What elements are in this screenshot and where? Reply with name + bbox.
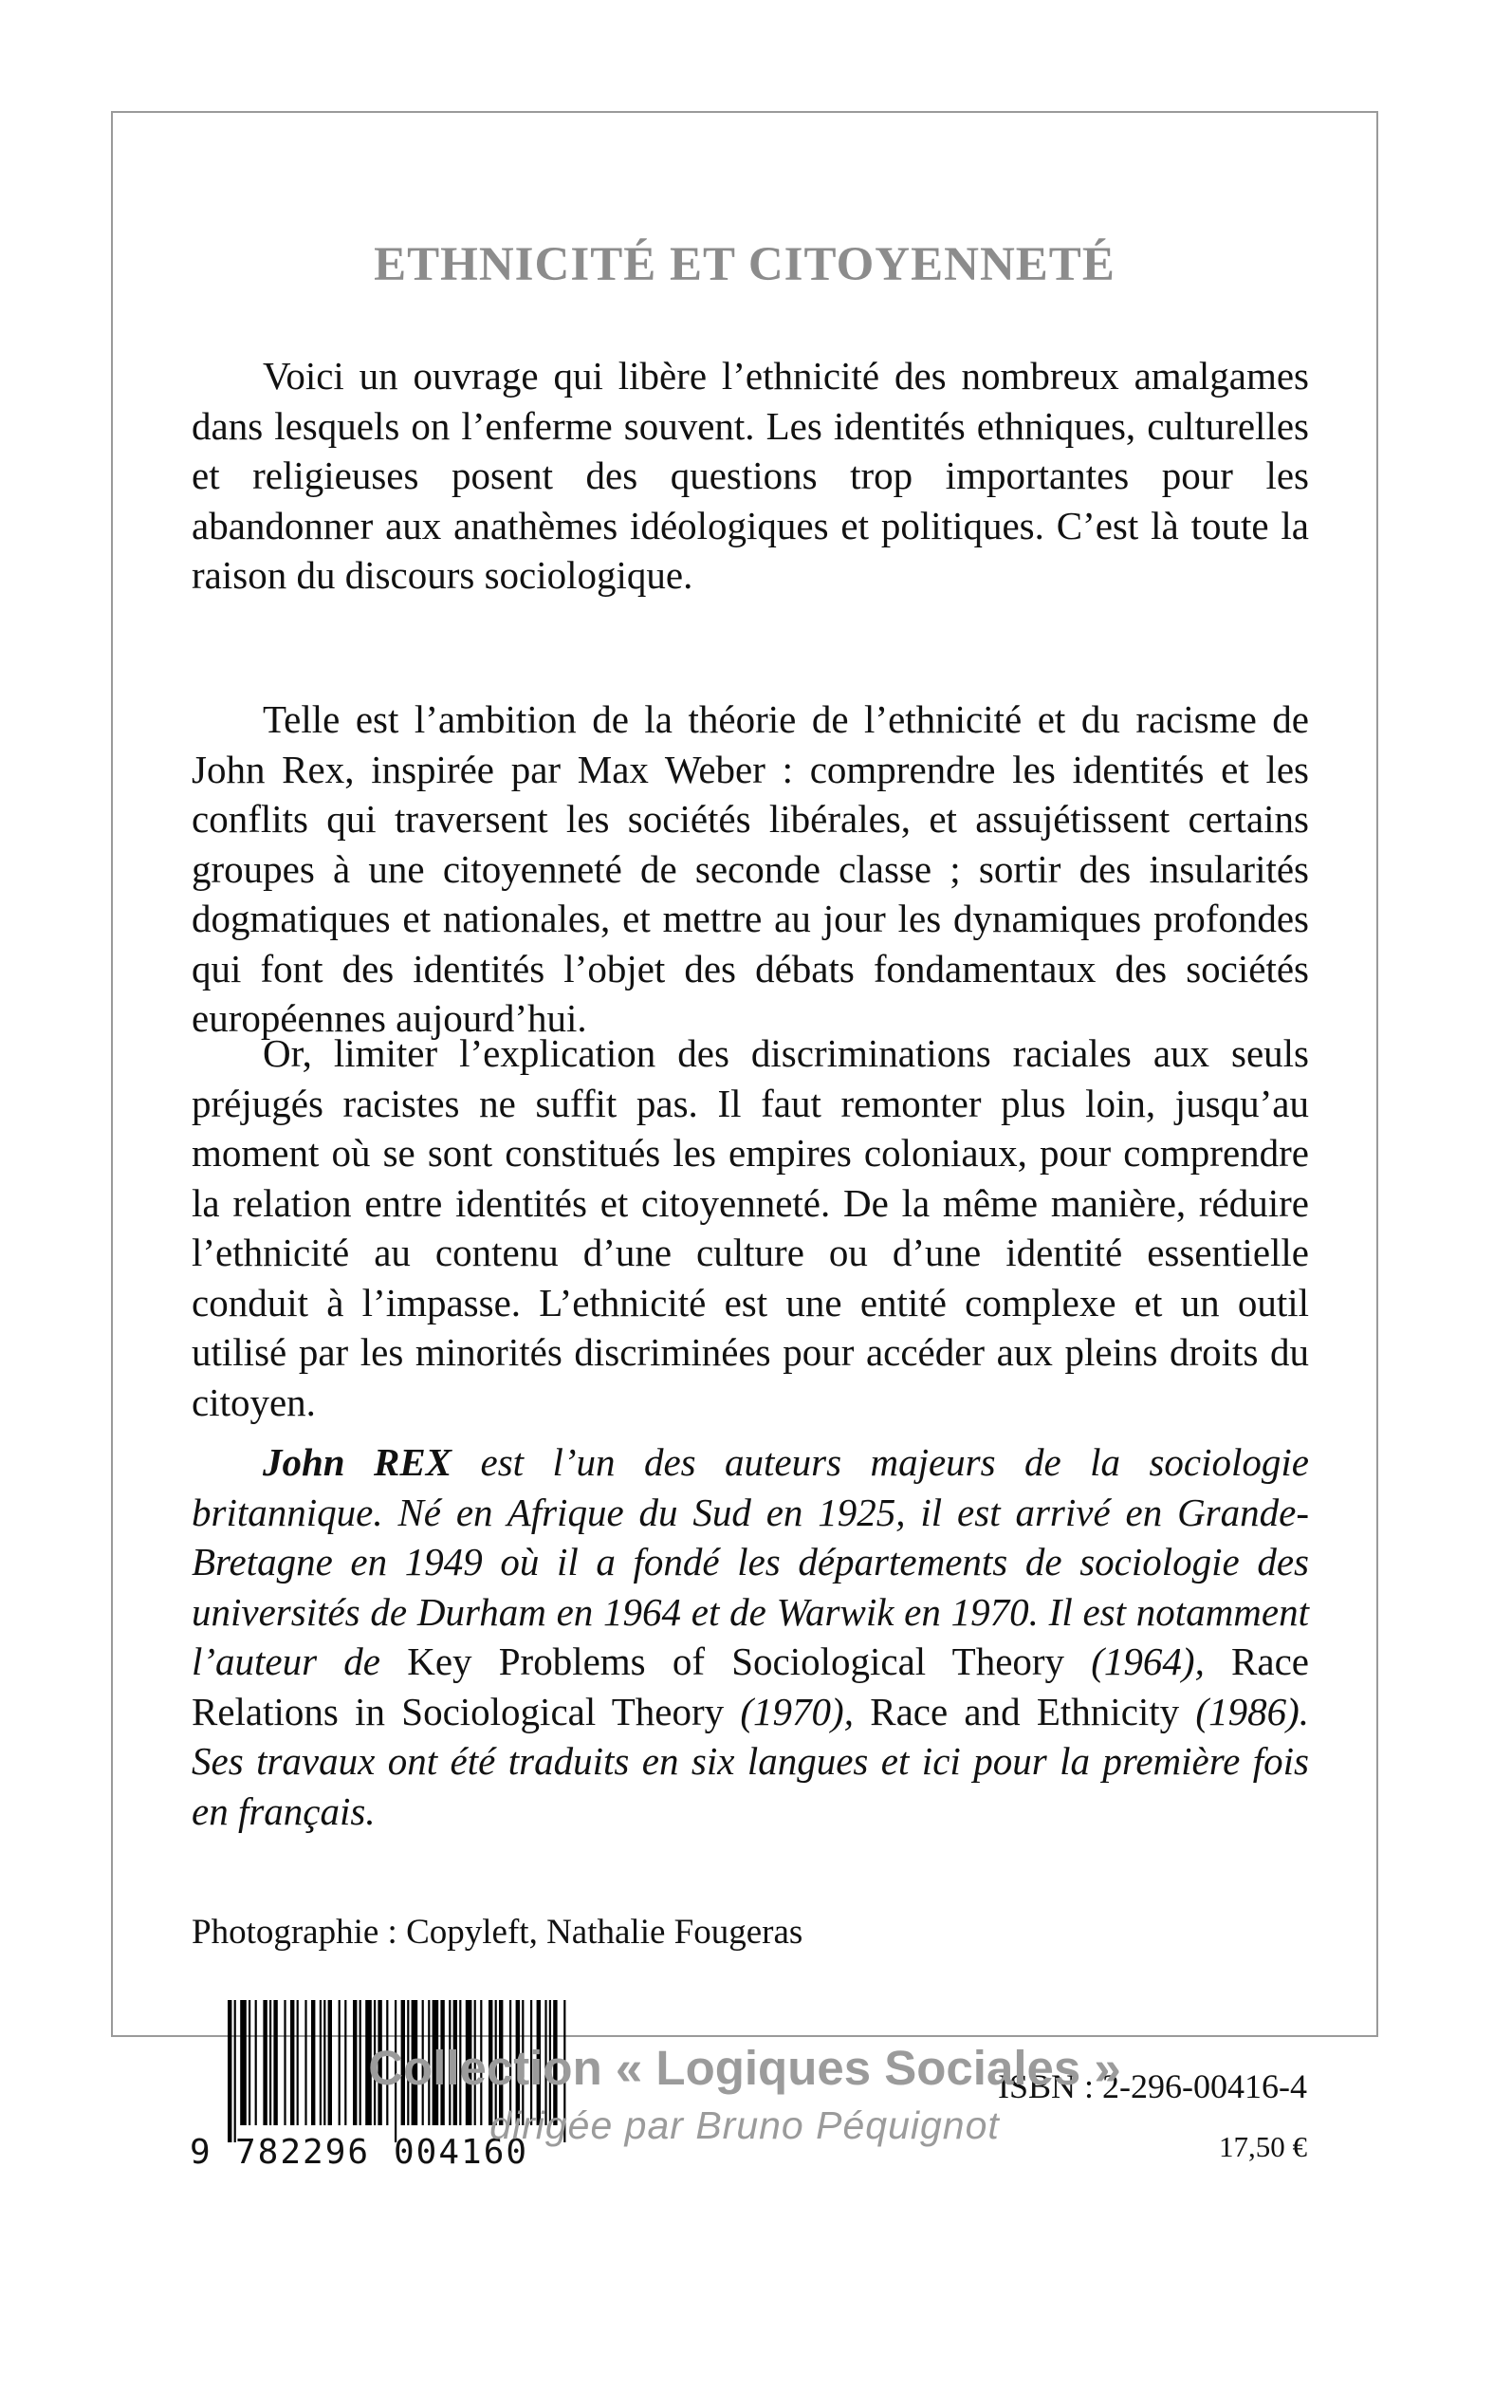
author-bio [192, 1437, 1309, 1836]
book-year-2: (1970), [724, 1689, 871, 1733]
book-year-3: (1986). [1179, 1689, 1309, 1733]
paragraph-1 [192, 351, 1309, 601]
book-title: ETHNICITÉ ET CITOYENNETÉ [374, 238, 1116, 291]
book-title-3: Race and Ethnicity [870, 1689, 1180, 1733]
paragraph-2-text: Telle est l’ambition de la théorie de l’ethnicité et du racisme de John Rex, inspirée par Max Weber : comprendre les identités et les conflits qui traversent les sociétés libérales, et assujétissent certains groupes à une citoyenneté de seconde classe ; sortir des insularités dogmatiques et nationales, et mettre au jour les dynamiques profondes qui font des identités l’objet des débats fondamentaux des sociétés européennes aujourd’hui. [192, 697, 1309, 1040]
paragraph-2 [192, 695, 1309, 1044]
barcode-digits-group-2: 004160 [394, 2133, 529, 2172]
paragraph-1-text: Voici un ouvrage qui libère l’ethnicité des nombreux amalgames dans lesquels on l’enferme souvent. Les identités ethniques, culturelles et religieuses posent des questions trop importantes pour les abandonner aux anathèmes idéologiques et politiques. C’est là toute la raison du discours sociologique. [192, 354, 1309, 597]
book-title-2: Race Relations in Sociological Theory [192, 1639, 1309, 1733]
collection-director: dirigée par Bruno Péquignot [489, 2103, 1000, 2147]
collection-name: Collection « Logiques Sociales » [368, 2041, 1121, 2095]
paragraph-3-text: Or, limiter l’explication des discriminations raciales aux seuls préjugés racistes ne suffit pas. Il faut remonter plus loin, jusqu’au moment où se sont constitués les empires coloniaux, pour comprendre la relation entre identités et citoyenneté. De la même manière, réduire l’ethnicité au contenu d’une culture ou d’une identité essentielle conduit à l’impasse. L’ethnicité est une entité complexe et un outil utilisé par les minorités discriminées pour accéder aux pleins droits du citoyen. [192, 1031, 1309, 1424]
barcode-digits-group-1: 782296 [235, 2133, 371, 2172]
book-title-1: Key Problems of Sociological Theory [407, 1639, 1065, 1683]
photo-credit: Photographie : Copyleft, Nathalie Fougeras [192, 1913, 803, 1952]
barcode-digit-first: 9 [190, 2133, 212, 2172]
price: 17,50 € [1219, 2130, 1307, 2163]
bio-text-1: est l’un des auteurs majeurs de la sociologie britannique. Né en Afrique du Sud en 1925, il est arrivé en Grande-Bretagne en 1949 où il a fondé les départements de sociologie des universités de Durham en 1964 et de Warwik en 1970. Il est notamment l’auteur de [192, 1440, 1309, 1683]
paragraph-3 [192, 1028, 1309, 1427]
bio-text-2: Ses travaux ont été traduits en six langues et ici pour la première fois en français. [192, 1739, 1309, 1833]
book-year-1: (1964), [1064, 1639, 1232, 1683]
author-name: John REX [263, 1440, 452, 1484]
isbn: ISBN : 2-296-00416-4 [998, 2067, 1307, 2105]
